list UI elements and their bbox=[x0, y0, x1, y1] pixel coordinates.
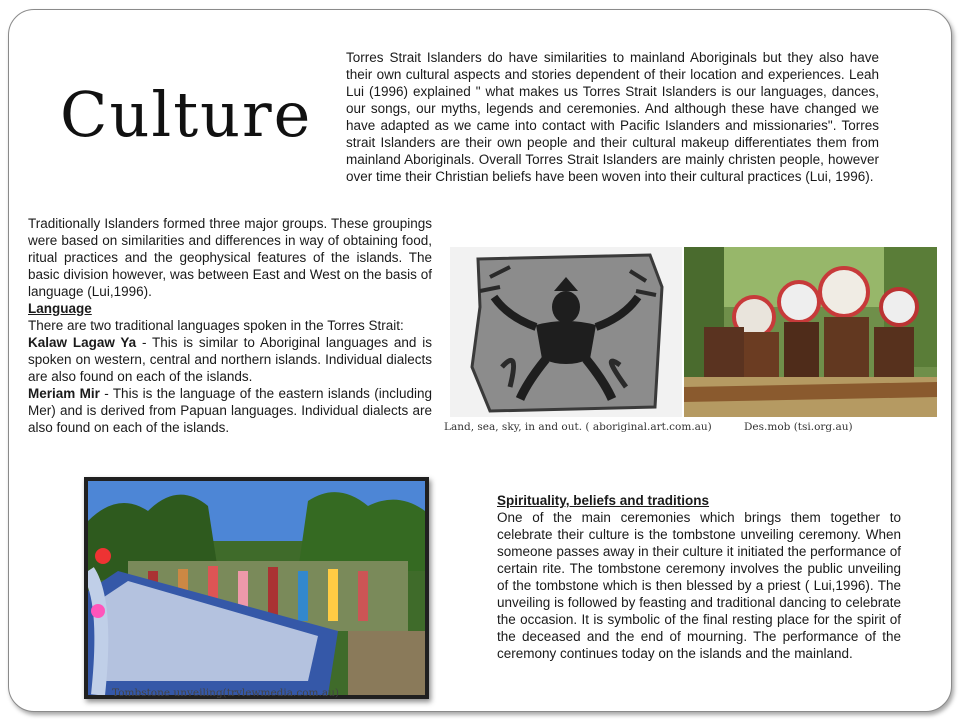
meriam-mir-text: - This is the language of the eastern islands (including Mer) and is derived from Papuan languages. Individual dialects are also found on each of the islands. bbox=[28, 386, 432, 435]
groups-language-block bbox=[28, 215, 432, 436]
meriam-mir-name: Meriam Mir bbox=[28, 386, 100, 401]
dancers-caption: Des.mob (tsi.org.au) bbox=[744, 421, 853, 433]
language-intro: There are two traditional languages spoken in the Torres Strait: bbox=[28, 318, 404, 333]
spirituality-block bbox=[497, 492, 901, 662]
tombstone-unveiling-photo bbox=[84, 477, 429, 699]
aboriginal-art-image bbox=[450, 247, 682, 417]
language-heading: Language bbox=[28, 301, 92, 316]
slide-title: Culture bbox=[60, 78, 313, 151]
intro-paragraph: Torres Strait Islanders do have similarities to mainland Aboriginals but they also have their own cultural aspects and stories dependent of their location and experiences. Leah Lui (1996) explained " what makes us Torres Strait Islanders is our languages, dances, our songs, our myths, legends and ceremonies. And although these have changed we have adapted as we came into contact with Pacific Islanders and missionaries". Torres strait Islanders are their own people and their cultural makeup differentiates them from mainland Aboriginals. Overall Torres Strait Islanders are mainly christen people, however over time their Christian beliefs have been woven into their cultural practices (Lui, 1996). bbox=[346, 50, 879, 184]
spirituality-paragraph: One of the main ceremonies which brings them together to celebrate their culture is the tombstone unveiling ceremony. When someone passes away in their culture it initiated the performance of certain rite. The tombstone ceremony involves the public unveiling of the tombstone which is then blessed by a priest ( Lui,1996). The unveiling is followed by feasting and traditional dancing to celebrate the occasion. It is symbolic of the final resting place for the spirit of the deceased and the end of mourning. The performance of the ceremony continues today on the islands and the mainland. bbox=[497, 510, 901, 661]
dancers-photo bbox=[684, 247, 937, 417]
art-caption: Land, sea, sky, in and out. ( aboriginal.art.com.au) bbox=[444, 421, 712, 433]
tombstone-caption: Tombstone unveiling(trvlewmedia.com.au) bbox=[112, 687, 339, 699]
kalaw-lagaw-ya-name: Kalaw Lagaw Ya bbox=[28, 335, 137, 350]
spirituality-heading: Spirituality, beliefs and traditions bbox=[497, 493, 710, 508]
kalaw-lagaw-ya-text: - This is similar to Aboriginal languages and is spoken on western, central and northern islands. Individual dialects are also found on each of the islands. bbox=[28, 335, 432, 384]
groups-paragraph: Traditionally Islanders formed three major groups. These groupings were based on similarities and differences in way of obtaining food, ritual practices and the geophysical features of the islands. The basic division however, was between East and West on the basis of language (Lui,1996). bbox=[28, 216, 432, 299]
